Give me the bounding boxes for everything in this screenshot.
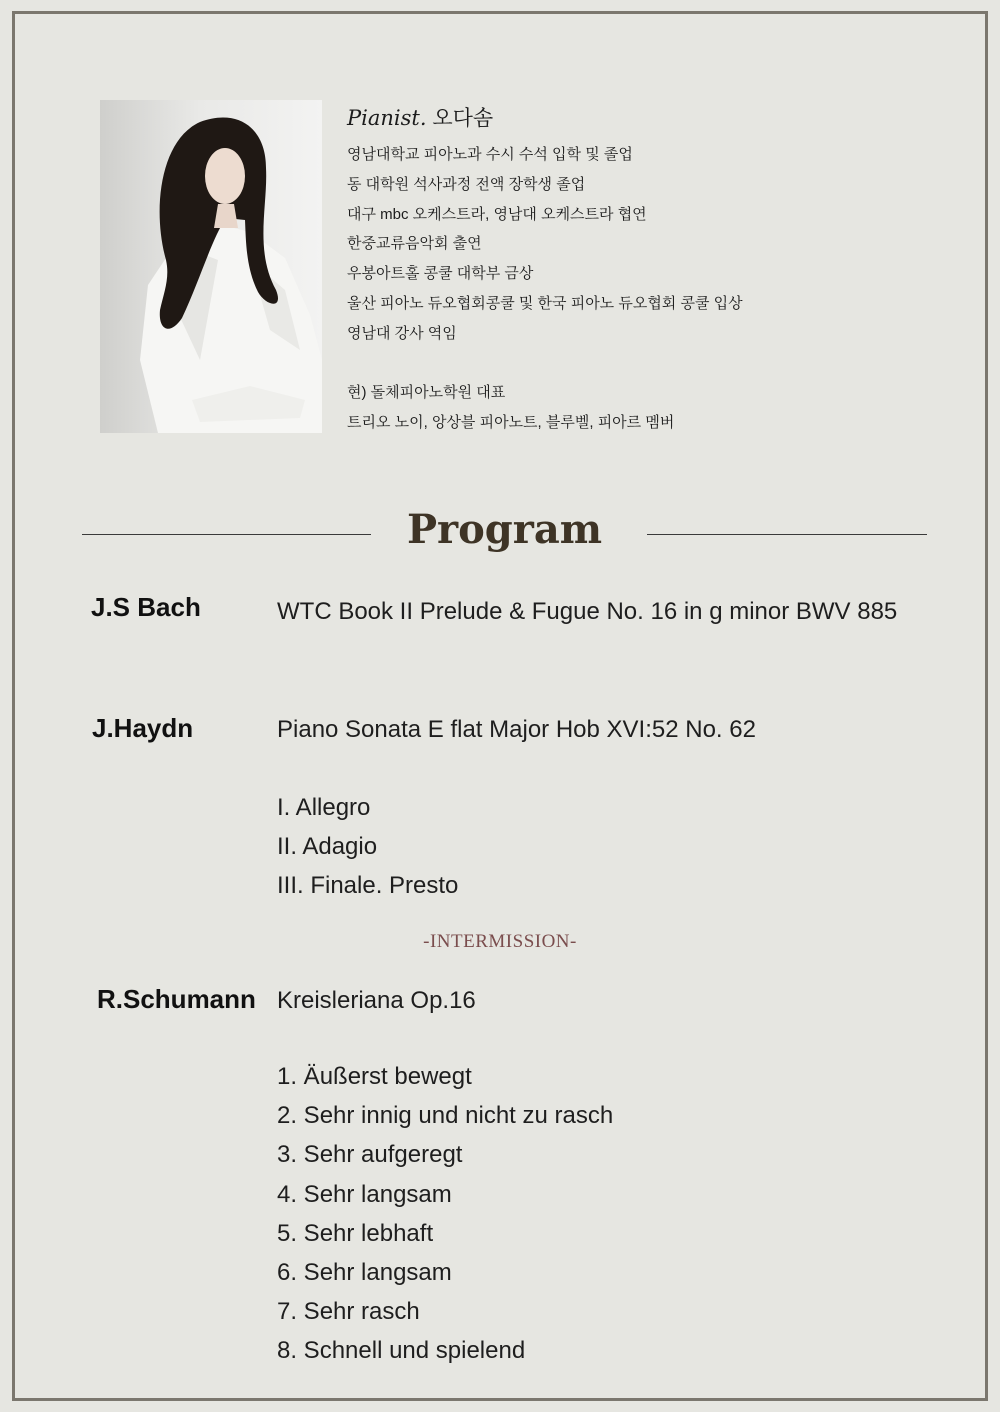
work-bach: WTC Book II Prelude & Fugue No. 16 in g minor BWV 885	[277, 598, 898, 625]
work-schumann: Kreisleriana Op.16	[277, 987, 476, 1014]
movement-item: 5. Sehr lebhaft	[277, 1220, 434, 1247]
movement-item: 6. Sehr langsam	[277, 1259, 452, 1286]
bio-role: Pianist.	[347, 106, 427, 130]
pianist-bio	[347, 104, 947, 438]
divider-right	[647, 534, 927, 535]
bio-line: 우봉아트홀 콩쿨 대학부 금상	[347, 265, 534, 283]
movement-item: 2. Sehr innig und nicht zu rasch	[277, 1102, 614, 1129]
movement-item: 3. Sehr aufgeregt	[277, 1141, 463, 1168]
movement-item: I. Allegro	[277, 794, 371, 821]
program-heading: Program	[406, 506, 603, 553]
bio-line	[347, 349, 947, 379]
bio-line: 동 대학원 석사과정 전액 장학생 졸업	[347, 175, 586, 193]
movement-item: III. Finale. Presto	[277, 872, 459, 899]
pianist-photo	[100, 100, 322, 433]
bio-line: 현) 돌체피아노학원 대표	[347, 384, 506, 402]
movement-item: 4. Sehr langsam	[277, 1181, 452, 1208]
movement-item: 1. Äußerst bewegt	[277, 1063, 472, 1090]
intermission-label: -INTERMISSION-	[423, 931, 577, 952]
bio-line: 울산 피아노 듀오협회콩쿨 및 한국 피아노 듀오협회 콩쿨 입상	[347, 294, 743, 312]
movement-item: 8. Schnell und spielend	[277, 1337, 526, 1364]
bio-line: 영남대학교 피아노과 수시 수석 입학 및 졸업	[347, 146, 633, 163]
composer-schumann: R.Schumann	[97, 984, 256, 1014]
composer-haydn: J.Haydn	[92, 713, 194, 743]
bio-title	[347, 104, 947, 132]
bio-line: 대구 mbc 오케스트라, 영남대 오케스트라 협연	[347, 205, 647, 223]
pianist-name: 오다솜	[432, 107, 494, 130]
movement-item: 7. Sehr rasch	[277, 1298, 420, 1325]
program-heading-block	[82, 500, 927, 560]
bio-line: 트리오 노이, 앙상블 피아노트, 블루벨, 피아르 멤버	[347, 414, 675, 432]
bio-line: 영남대 강사 역임	[347, 324, 457, 342]
bio-line: 한중교류음악회 출연	[347, 235, 482, 253]
work-haydn: Piano Sonata E flat Major Hob XVI:52 No. 62	[277, 716, 756, 743]
pianist-portrait-image	[100, 100, 322, 433]
composer-bach: J.S Bach	[91, 592, 201, 622]
movement-item: II. Adagio	[277, 833, 378, 860]
